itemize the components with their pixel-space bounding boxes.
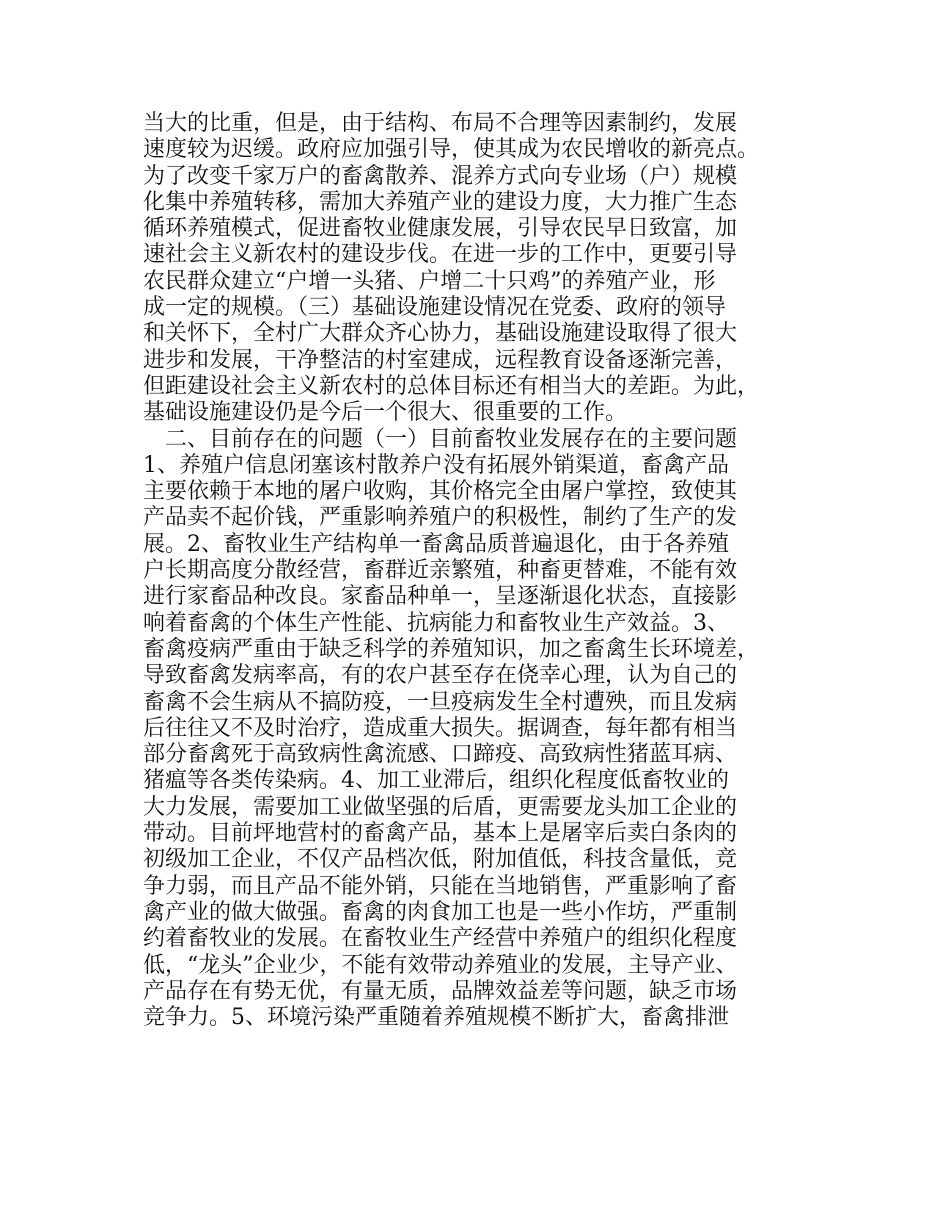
text-line: 畜禽不会生病从不搞防疫，一旦疫病发生全村遭殃，而且发病 (143, 689, 738, 715)
text-line: 但距建设社会主义新农村的总体目标还有相当大的差距。为此， (143, 373, 760, 399)
text-line: 化集中养殖转移，需加大养殖产业的建设力度，大力推广生态 (143, 189, 738, 215)
text-line: 产品卖不起价钱，严重影响养殖户的积极性，制约了生产的发 (143, 505, 738, 531)
text-line: 响着畜禽的个体生产性能、抗病能力和畜牧业生产效益。3、 (143, 610, 729, 636)
text-line: 农民群众建立“户增一头猪、户增二十只鸡”的养殖产业，形 (143, 268, 716, 294)
text-line: 约着畜牧业的发展。在畜牧业生产经营中养殖户的组织化程度 (143, 926, 738, 952)
text-line: 1、养殖户信息闭塞该村散养户没有拓展外销渠道，畜禽产品 (143, 452, 729, 478)
text-line: 户长期高度分散经营，畜群近亲繁殖，种畜更替难，不能有效 (143, 558, 738, 584)
text-line: 主要依赖于本地的屠户收购，其价格完全由屠户掌控，致使其 (143, 479, 738, 505)
text-line: 禽产业的做大做强。畜禽的肉食加工也是一些小作坊，严重制 (143, 899, 738, 925)
text-line: 初级加工企业，不仅产品档次低，附加值低，科技含量低，竞 (143, 847, 738, 873)
text-line: 二、目前存在的问题（一）目前畜牧业发展存在的主要问题 (143, 426, 738, 452)
text-line: 产品存在有势无优，有量无质，品牌效益差等问题，缺乏市场 (143, 978, 738, 1004)
text-line: 后往往又不及时治疗，造成重大损失。据调查，每年都有相当 (143, 715, 738, 741)
text-line: 带动。目前坪地营村的畜禽产品，基本上是屠宰后卖白条肉的 (143, 821, 738, 847)
text-line: 基础设施建设仍是今后一个很大、很重要的工作。 (143, 400, 628, 426)
text-line: 竞争力。5、环境污染严重随着养殖规模不断扩大，畜禽排泄 (143, 1005, 729, 1031)
text-line: 为了改变千家万户的畜禽散养、混养方式向专业场（户）规模 (143, 163, 738, 189)
text-line: 部分畜禽死于高致病性禽流感、口蹄疫、高致病性猪蓝耳病、 (143, 742, 738, 768)
text-line: 速社会主义新农村的建设步伐。在进一步的工作中，更要引导 (143, 242, 738, 268)
text-line: 当大的比重，但是，由于结构、布局不合理等因素制约，发展 (143, 111, 738, 136)
text-line: 和关怀下，全村广大群众齐心协力，基础设施建设取得了很大 (143, 321, 738, 347)
text-line: 低，“龙头”企业少，不能有效带动养殖业的发展，主导产业、 (143, 952, 738, 978)
text-line: 争力弱，而且产品不能外销，只能在当地销售，严重影响了畜 (143, 873, 738, 899)
text-line: 猪瘟等各类传染病。4、加工业滞后，组织化程度低畜牧业的 (143, 768, 729, 794)
text-line: 进步和发展，干净整洁的村室建成，远程教育设备逐渐完善， (143, 347, 738, 373)
text-line: 畜禽疫病严重由于缺乏科学的养殖知识，加之畜禽生长环境差， (143, 636, 760, 662)
text-line: 导致畜禽发病率高，有的农户甚至存在侥幸心理，认为自己的 (143, 663, 738, 689)
text-line: 大力发展，需要加工业做坚强的后盾，更需要龙头加工企业的 (143, 794, 738, 820)
text-line: 速度较为迟缓。政府应加强引导，使其成为农民增收的新亮点。 (143, 137, 760, 163)
text-line: 循环养殖模式，促进畜牧业健康发展，引导农民早日致富，加 (143, 216, 738, 242)
body-text (143, 111, 823, 1031)
text-line: 展。2、畜牧业生产结构单一畜禽品质普遍退化，由于各养殖 (143, 531, 729, 557)
text-line: 进行家畜品种改良。家畜品种单一，呈逐渐退化状态，直接影 (143, 584, 738, 610)
text-line: 成一定的规模。（三）基础设施建设情况在党委、政府的领导 (143, 295, 727, 321)
